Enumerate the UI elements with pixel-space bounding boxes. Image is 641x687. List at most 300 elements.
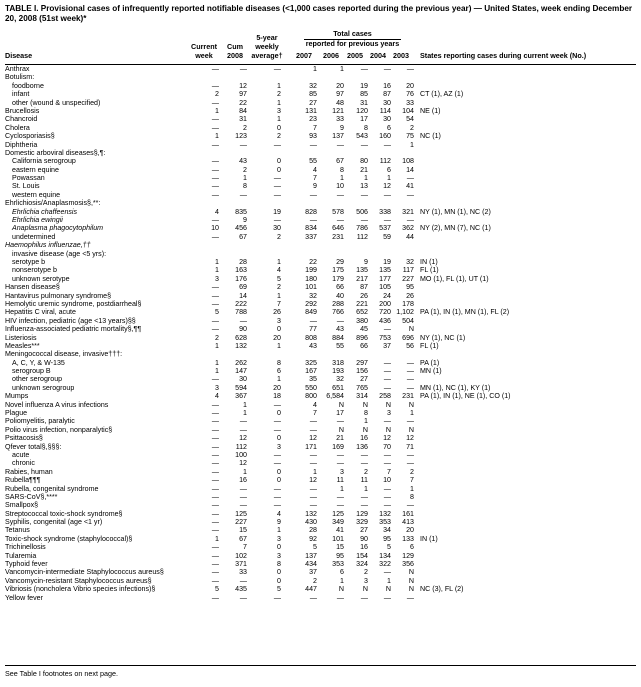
cell-value: 105	[379, 283, 391, 292]
cell-value: 92	[309, 534, 317, 543]
cell-value: N	[408, 400, 414, 409]
cell-value: 356	[402, 560, 414, 569]
table-row	[5, 367, 636, 375]
cell-value: 2	[410, 467, 414, 476]
cell-value: 76	[406, 90, 414, 99]
cell-value: 0	[277, 576, 281, 585]
disease-name: undetermined	[12, 232, 56, 241]
header-current-line2: week	[195, 51, 213, 60]
table-row	[5, 526, 636, 534]
cell-value: —	[239, 425, 247, 434]
cell-value: 41	[336, 526, 344, 535]
cell-value: 199	[305, 266, 317, 275]
cell-value: 16	[239, 476, 247, 485]
cell-value: 40	[336, 291, 344, 300]
cell-value: N	[362, 425, 368, 434]
disease-name: Toxic-shock syndrome (staphylococcal)§	[5, 534, 133, 543]
cell-value: —	[406, 383, 414, 392]
table-row	[5, 325, 636, 333]
disease-name: other serogroup	[12, 375, 63, 384]
cell-value: 9	[364, 257, 368, 266]
table-row	[5, 552, 636, 560]
cell-value: 0	[277, 165, 281, 174]
cell-value: 7	[313, 174, 317, 183]
cell-value: 1	[215, 341, 219, 350]
cell-value: 21	[336, 434, 344, 443]
states-reporting: PA (1), IN (1), NE (1), CO (1)	[420, 392, 511, 401]
table-row	[5, 216, 636, 224]
cell-value: 3	[215, 383, 219, 392]
cell-value: 786	[356, 224, 368, 233]
cell-value: 8	[243, 182, 247, 191]
cell-value: 292	[305, 299, 317, 308]
cell-value: 129	[356, 509, 368, 518]
cell-value: —	[336, 417, 344, 426]
table-row	[5, 82, 636, 90]
cell-value: 77	[309, 325, 317, 334]
cell-value: 0	[277, 476, 281, 485]
cell-value: 20	[273, 333, 281, 342]
cell-value: —	[406, 450, 414, 459]
cell-value: —	[360, 450, 368, 459]
cell-value: 6	[340, 568, 344, 577]
cell-value: 123	[235, 132, 247, 141]
disease-name: Vibriosis (noncholera Vibrio species infections)§	[5, 585, 156, 594]
cell-value: —	[406, 367, 414, 376]
cell-value: 104	[402, 106, 414, 115]
cell-value: 132	[305, 509, 317, 518]
cell-value: N	[362, 585, 368, 594]
cell-value: —	[309, 501, 317, 510]
cell-value: 594	[235, 383, 247, 392]
cell-value: 31	[360, 98, 368, 107]
cell-value: 15	[336, 543, 344, 552]
cell-value: 1	[243, 467, 247, 476]
cell-value: 2	[243, 165, 247, 174]
header-year-2004: 2004	[370, 51, 386, 60]
cell-value: 85	[309, 90, 317, 99]
cell-value: 720	[379, 308, 391, 317]
cell-value: 48	[336, 98, 344, 107]
cell-value: 849	[305, 308, 317, 317]
table-row	[5, 182, 636, 190]
cell-value: —	[211, 492, 219, 501]
cell-value: 178	[402, 299, 414, 308]
header-disease: Disease	[5, 51, 33, 60]
cell-value: 8	[410, 492, 414, 501]
cell-value: —	[211, 232, 219, 241]
cell-value: —	[211, 174, 219, 183]
disease-name: Qfever total§,§§§:	[5, 442, 62, 451]
table-row	[5, 510, 636, 518]
cell-value: 28	[309, 526, 317, 535]
table-row	[5, 224, 636, 232]
disease-name: Syphilis, congenital (age <1 yr)	[5, 518, 103, 527]
cell-value: 371	[235, 560, 247, 569]
cell-value: 1	[277, 291, 281, 300]
cell-value: 3	[277, 316, 281, 325]
cell-value: —	[309, 216, 317, 225]
cell-value: 578	[332, 207, 344, 216]
cell-value: —	[211, 123, 219, 132]
cell-value: 3	[364, 576, 368, 585]
cell-value: 87	[383, 90, 391, 99]
cell-value: 1	[277, 257, 281, 266]
cell-value: 14	[239, 291, 247, 300]
cell-value: 167	[305, 367, 317, 376]
cell-value: 10	[211, 224, 219, 233]
cell-value: 537	[379, 224, 391, 233]
cell-value: 20	[406, 526, 414, 535]
cell-value: 6	[410, 543, 414, 552]
cell-value: 5	[277, 585, 281, 594]
header-states: States reporting cases during current week (No.)	[420, 51, 587, 60]
disease-name: Diphtheria	[5, 140, 38, 149]
cell-value: 0	[277, 543, 281, 552]
cell-value: —	[383, 492, 391, 501]
disease-name: Cyclosporiasis§	[5, 132, 55, 141]
cell-value: 43	[336, 325, 344, 334]
cell-value: —	[273, 140, 281, 149]
cell-value: —	[273, 174, 281, 183]
cell-value: 22	[309, 257, 317, 266]
cell-value: 19	[383, 257, 391, 266]
cell-value: —	[406, 65, 414, 73]
cell-value: 108	[402, 157, 414, 166]
disease-name: HIV infection, pediatric (age <13 years)§§	[5, 316, 136, 325]
cell-value: 896	[356, 333, 368, 342]
cell-value: —	[273, 593, 281, 602]
table-row	[5, 401, 636, 409]
cell-value: 95	[406, 283, 414, 292]
cell-value: 156	[356, 367, 368, 376]
cell-value: 4	[215, 392, 219, 401]
cell-value: —	[211, 409, 219, 418]
cell-value: 504	[402, 316, 414, 325]
cell-value: 1	[243, 174, 247, 183]
cell-value: 125	[332, 509, 344, 518]
disease-name: infant	[12, 90, 30, 99]
cell-value: —	[239, 501, 247, 510]
cell-value: —	[239, 65, 247, 73]
disease-name: Ehrlichiosis/Anaplasmosis§,**:	[5, 199, 101, 208]
cell-value: 19	[360, 81, 368, 90]
cell-value: 217	[356, 274, 368, 283]
cell-value: 413	[402, 518, 414, 527]
cell-value: 1	[387, 576, 391, 585]
cell-value: 136	[356, 442, 368, 451]
cell-value: 24	[383, 291, 391, 300]
cell-value: 1	[313, 467, 317, 476]
cell-value: —	[211, 325, 219, 334]
cell-value: —	[211, 140, 219, 149]
cell-value: 6	[387, 165, 391, 174]
cell-value: 97	[336, 90, 344, 99]
cell-value: 20	[336, 81, 344, 90]
table-row	[5, 334, 636, 342]
cell-value: —	[383, 140, 391, 149]
cell-value: 5	[277, 274, 281, 283]
cell-value: 314	[356, 392, 368, 401]
cell-value: 200	[379, 299, 391, 308]
cell-value: —	[239, 492, 247, 501]
cell-value: 171	[305, 442, 317, 451]
cell-value: 5	[215, 308, 219, 317]
table-row	[5, 99, 636, 107]
cell-value: 54	[406, 115, 414, 124]
cell-value: —	[406, 216, 414, 225]
cell-value: —	[239, 316, 247, 325]
cell-value: —	[360, 501, 368, 510]
table-row	[5, 317, 636, 325]
cell-value: 27	[309, 98, 317, 107]
states-reporting: NC (3), FL (2)	[420, 585, 464, 594]
cell-value: —	[211, 467, 219, 476]
disease-name: Smallpox§	[5, 501, 39, 510]
cell-value: 1	[215, 266, 219, 275]
cell-value: 324	[356, 560, 368, 569]
cell-value: —	[211, 65, 219, 73]
cell-value: 30	[239, 375, 247, 384]
table-row	[5, 535, 636, 543]
cell-value: 120	[356, 106, 368, 115]
cell-value: —	[383, 450, 391, 459]
disease-name: Measles***	[5, 341, 40, 350]
cell-value: 2	[243, 123, 247, 132]
cell-value: —	[211, 434, 219, 443]
cell-value: —	[309, 450, 317, 459]
cell-value: 1	[277, 526, 281, 535]
cell-value: 75	[406, 132, 414, 141]
cell-value: 2	[277, 232, 281, 241]
cell-value: 32	[406, 257, 414, 266]
disease-name: unknown serogroup	[12, 383, 75, 392]
cell-value: 5	[313, 543, 317, 552]
cell-value: 3	[277, 534, 281, 543]
table-row	[5, 250, 636, 258]
cell-value: —	[383, 383, 391, 392]
table-row	[5, 283, 636, 291]
cell-value: 101	[305, 283, 317, 292]
cell-value: 456	[235, 224, 247, 233]
cell-value: 21	[360, 165, 368, 174]
cell-value: 3	[277, 551, 281, 560]
cell-value: 27	[360, 375, 368, 384]
cell-value: 84	[239, 106, 247, 115]
cell-value: 1	[387, 174, 391, 183]
cell-value: 121	[332, 106, 344, 115]
disease-name: Mumps	[5, 392, 29, 401]
cell-value: 114	[379, 106, 391, 115]
cell-value: —	[211, 157, 219, 166]
cell-value: 101	[332, 534, 344, 543]
cell-value: 652	[356, 308, 368, 317]
table-row	[5, 493, 636, 501]
cell-value: 447	[305, 585, 317, 594]
cell-value: 1	[215, 132, 219, 141]
cell-value: 7	[277, 299, 281, 308]
disease-name: Powassan	[12, 174, 45, 183]
cell-value: 33	[406, 98, 414, 107]
cell-value: —	[336, 459, 344, 468]
cell-value: —	[383, 190, 391, 199]
cell-value: —	[406, 174, 414, 183]
cell-value: —	[406, 417, 414, 426]
disease-name: serogroup B	[12, 367, 51, 376]
cell-value: 17	[336, 409, 344, 418]
cell-value: 7	[243, 543, 247, 552]
cell-value: —	[309, 484, 317, 493]
disease-name: serotype b	[12, 257, 46, 266]
cell-value: 175	[332, 266, 344, 275]
cell-value: 125	[235, 509, 247, 518]
table-row	[5, 308, 636, 316]
cell-value: 258	[379, 392, 391, 401]
cell-value: 884	[332, 333, 344, 342]
cell-value: 0	[277, 434, 281, 443]
table-row	[5, 300, 636, 308]
cell-value: 112	[235, 442, 247, 451]
cell-value: 11	[360, 476, 368, 485]
cell-value: 90	[239, 325, 247, 334]
header-year-2005: 2005	[347, 51, 363, 60]
cell-value: 10	[383, 476, 391, 485]
cell-value: 11	[336, 476, 344, 485]
cell-value: 12	[239, 459, 247, 468]
disease-name: Ehrlichia ewingii	[12, 216, 63, 225]
cell-value: 26	[360, 291, 368, 300]
cell-value: 131	[305, 106, 317, 115]
disease-name: Botulism:	[5, 73, 35, 82]
disease-name: foodborne	[12, 81, 44, 90]
header-year-2003: 2003	[393, 51, 409, 60]
table-row	[5, 384, 636, 392]
cell-value: —	[383, 375, 391, 384]
cell-value: N	[338, 425, 344, 434]
states-reporting: FL (1)	[420, 266, 439, 275]
cell-value: 13	[360, 182, 368, 191]
cell-value: 2	[277, 132, 281, 141]
cell-value: 1	[215, 534, 219, 543]
cell-value: 179	[332, 274, 344, 283]
disease-name: Anthrax	[5, 65, 30, 73]
cell-value: 3	[277, 442, 281, 451]
cell-value: —	[211, 375, 219, 384]
cell-value: 28	[239, 257, 247, 266]
cell-value: —	[383, 417, 391, 426]
disease-name: chronic	[12, 459, 35, 468]
cell-value: —	[211, 526, 219, 535]
cell-value: 176	[235, 274, 247, 283]
table-row	[5, 174, 636, 182]
cell-value: 15	[239, 526, 247, 535]
cell-value: —	[360, 593, 368, 602]
cell-value: 4	[277, 509, 281, 518]
cell-value: —	[239, 593, 247, 602]
table-row	[5, 157, 636, 165]
cell-value: 2	[410, 123, 414, 132]
cell-value: 26	[406, 291, 414, 300]
cell-value: —	[273, 459, 281, 468]
cell-value: 7	[410, 476, 414, 485]
header-avg-line3: average†	[251, 51, 283, 60]
disease-name: western equine	[12, 190, 61, 199]
cell-value: 85	[360, 90, 368, 99]
cell-value: 1	[340, 576, 344, 585]
cell-value: 12	[309, 476, 317, 485]
table-row	[5, 233, 636, 241]
cell-value: —	[309, 425, 317, 434]
cell-value: —	[309, 140, 317, 149]
cell-value: —	[360, 65, 368, 73]
disease-name: Tularemia	[5, 551, 37, 560]
cell-value: —	[211, 417, 219, 426]
disease-name: Polio virus infection, nonparalytic§	[5, 425, 113, 434]
cell-value: 1	[277, 341, 281, 350]
footnote: See Table I footnotes on next page.	[5, 669, 118, 678]
cell-value: 0	[277, 157, 281, 166]
cell-value: 1	[364, 174, 368, 183]
cell-value: —	[309, 459, 317, 468]
header-cum-line2: 2008	[227, 51, 243, 60]
table-row	[5, 191, 636, 199]
states-reporting: NY (2), MN (7), NC (1)	[420, 224, 491, 233]
cell-value: 8	[277, 560, 281, 569]
cell-value: —	[336, 501, 344, 510]
table-row	[5, 417, 636, 425]
disease-name: Poliomyelitis, paralytic	[5, 417, 75, 426]
states-reporting: CT (1), AZ (1)	[420, 90, 464, 99]
cell-value: 71	[406, 442, 414, 451]
cell-value: —	[211, 442, 219, 451]
cell-value: 16	[360, 434, 368, 443]
table-title: TABLE I. Provisional cases of infrequently reported notifiable diseases (<1,000 cases reported during the previous year) — United States, week ending December 20, 2008 (51st week)*	[5, 4, 633, 23]
cell-value: 380	[356, 316, 368, 325]
cell-value: 41	[406, 182, 414, 191]
cell-value: —	[383, 568, 391, 577]
table-row	[5, 518, 636, 526]
cell-value: —	[273, 400, 281, 409]
cell-value: —	[273, 425, 281, 434]
cell-value: N	[362, 400, 368, 409]
cell-value: 17	[360, 115, 368, 124]
cell-value: 30	[273, 224, 281, 233]
disease-name: nonserotype b	[12, 266, 57, 275]
cell-value: 161	[402, 509, 414, 518]
cell-value: 4	[215, 207, 219, 216]
cell-value: 231	[332, 232, 344, 241]
cell-value: —	[309, 593, 317, 602]
cell-value: —	[211, 568, 219, 577]
cell-value: 80	[360, 157, 368, 166]
cell-value: N	[385, 425, 391, 434]
cell-value: 788	[235, 308, 247, 317]
cell-value: 16	[383, 81, 391, 90]
cell-value: 4	[277, 266, 281, 275]
cell-value: 0	[277, 568, 281, 577]
cell-value: 436	[379, 316, 391, 325]
cell-value: 7	[313, 409, 317, 418]
cell-value: 66	[336, 283, 344, 292]
disease-name: SARS-CoV§,****	[5, 492, 58, 501]
cell-value: 7	[387, 467, 391, 476]
cell-value: 30	[383, 98, 391, 107]
cell-value: 90	[360, 534, 368, 543]
cell-value: 5	[387, 543, 391, 552]
cell-value: 800	[305, 392, 317, 401]
table-row	[5, 409, 636, 417]
table-row	[5, 594, 636, 602]
